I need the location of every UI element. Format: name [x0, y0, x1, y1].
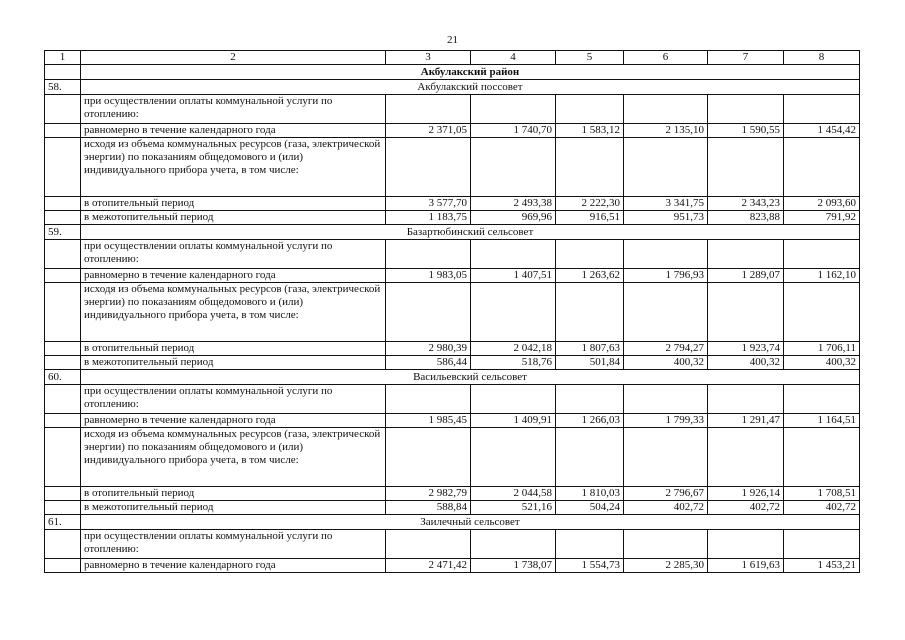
value-cell: [708, 385, 784, 414]
value-cell: [784, 385, 860, 414]
section-row: [45, 225, 860, 240]
value-cell: [708, 428, 784, 487]
value-cell: 823,88: [708, 211, 784, 225]
section-number: 58.: [45, 80, 81, 95]
value-cell: 1 985,45: [386, 414, 471, 428]
value-cell: [624, 240, 708, 269]
district-row: [45, 65, 860, 80]
value-cell: 1 454,42: [784, 124, 860, 138]
row-label: равномерно в течение календарного года: [81, 269, 386, 283]
value-cell: [471, 138, 556, 197]
row-label: равномерно в течение календарного года: [81, 559, 386, 573]
value-cell: 1 923,74: [708, 342, 784, 356]
value-cell: 518,76: [471, 356, 556, 370]
value-cell: [386, 385, 471, 414]
row-num-cell: [45, 342, 81, 356]
value-cell: [624, 530, 708, 559]
value-cell: 1 407,51: [471, 269, 556, 283]
row-label: при осуществлении оплаты коммунальной услуги по отоплению:: [81, 530, 386, 559]
value-cell: [784, 138, 860, 197]
value-cell: [386, 138, 471, 197]
value-cell: 2 982,79: [386, 487, 471, 501]
value-cell: [386, 240, 471, 269]
value-cell: 1 164,51: [784, 414, 860, 428]
value-cell: 588,84: [386, 501, 471, 515]
value-cell: 1 807,63: [556, 342, 624, 356]
value-cell: 2 222,30: [556, 197, 624, 211]
value-cell: 501,84: [556, 356, 624, 370]
value-cell: [624, 283, 708, 342]
value-cell: [708, 95, 784, 124]
row-label: при осуществлении оплаты коммунальной услуги по отоплению:: [81, 385, 386, 414]
district-title: Акбулакский район: [81, 65, 860, 80]
value-cell: [471, 240, 556, 269]
table-row: [45, 428, 860, 487]
value-cell: 1 738,07: [471, 559, 556, 573]
row-label: при осуществлении оплаты коммунальной услуги по отоплению:: [81, 240, 386, 269]
value-cell: 521,16: [471, 501, 556, 515]
row-num-cell: [45, 138, 81, 197]
value-cell: [624, 428, 708, 487]
value-cell: 504,24: [556, 501, 624, 515]
value-cell: 1 796,93: [624, 269, 708, 283]
value-cell: 3 341,75: [624, 197, 708, 211]
section-number: 61.: [45, 515, 81, 530]
value-cell: 2 044,58: [471, 487, 556, 501]
value-cell: 1 799,33: [624, 414, 708, 428]
value-cell: [471, 428, 556, 487]
value-cell: [386, 530, 471, 559]
section-name: Заилечный сельсовет: [81, 515, 860, 530]
row-label: в межотопительный период: [81, 501, 386, 515]
table-row: [45, 124, 860, 138]
table-row: [45, 95, 860, 124]
value-cell: 1 554,73: [556, 559, 624, 573]
value-cell: 1 183,75: [386, 211, 471, 225]
value-cell: 1 926,14: [708, 487, 784, 501]
row-num-cell: [45, 428, 81, 487]
value-cell: 951,73: [624, 211, 708, 225]
table-row: [45, 385, 860, 414]
value-cell: 1 289,07: [708, 269, 784, 283]
row-num-cell: [45, 356, 81, 370]
value-cell: 2 796,67: [624, 487, 708, 501]
row-label: при осуществлении оплаты коммунальной услуги по отоплению:: [81, 95, 386, 124]
value-cell: [556, 428, 624, 487]
section-name: Васильевский сельсовет: [81, 370, 860, 385]
value-cell: [784, 283, 860, 342]
value-cell: 1 708,51: [784, 487, 860, 501]
value-cell: 969,96: [471, 211, 556, 225]
value-cell: 586,44: [386, 356, 471, 370]
district-num-cell: [45, 65, 81, 80]
row-label: в отопительный период: [81, 197, 386, 211]
value-cell: [386, 428, 471, 487]
row-label: в отопительный период: [81, 487, 386, 501]
value-cell: 916,51: [556, 211, 624, 225]
row-num-cell: [45, 240, 81, 269]
table-row: [45, 559, 860, 573]
value-cell: [784, 240, 860, 269]
column-header: 4: [471, 51, 556, 65]
value-cell: 402,72: [624, 501, 708, 515]
value-cell: [624, 138, 708, 197]
value-cell: 400,32: [624, 356, 708, 370]
row-num-cell: [45, 501, 81, 515]
value-cell: 2 285,30: [624, 559, 708, 573]
value-cell: 2 042,18: [471, 342, 556, 356]
row-num-cell: [45, 487, 81, 501]
value-cell: 1 453,21: [784, 559, 860, 573]
value-cell: 400,32: [784, 356, 860, 370]
value-cell: 2 471,42: [386, 559, 471, 573]
value-cell: [624, 95, 708, 124]
value-cell: [784, 530, 860, 559]
value-cell: 2 135,10: [624, 124, 708, 138]
value-cell: [556, 95, 624, 124]
value-cell: 1 409,91: [471, 414, 556, 428]
section-row: [45, 515, 860, 530]
value-cell: [784, 428, 860, 487]
value-cell: 402,72: [708, 501, 784, 515]
section-name: Базартюбинский сельсовет: [81, 225, 860, 240]
value-cell: 2 371,05: [386, 124, 471, 138]
column-header: 5: [556, 51, 624, 65]
value-cell: 1 583,12: [556, 124, 624, 138]
section-row: [45, 80, 860, 95]
value-cell: 400,32: [708, 356, 784, 370]
tariff-table: [44, 50, 860, 573]
row-num-cell: [45, 95, 81, 124]
value-cell: 2 980,39: [386, 342, 471, 356]
row-label: в межотопительный период: [81, 211, 386, 225]
table-row: [45, 342, 860, 356]
value-cell: 791,92: [784, 211, 860, 225]
table-row: [45, 211, 860, 225]
row-num-cell: [45, 124, 81, 138]
value-cell: 1 162,10: [784, 269, 860, 283]
value-cell: [556, 385, 624, 414]
value-cell: [386, 283, 471, 342]
row-num-cell: [45, 559, 81, 573]
value-cell: 2 794,27: [624, 342, 708, 356]
value-cell: 1 590,55: [708, 124, 784, 138]
value-cell: [784, 95, 860, 124]
table-row: [45, 283, 860, 342]
value-cell: [386, 95, 471, 124]
page-number: 21: [447, 34, 458, 46]
value-cell: [471, 283, 556, 342]
value-cell: [624, 385, 708, 414]
section-number: 60.: [45, 370, 81, 385]
row-num-cell: [45, 414, 81, 428]
table-row: [45, 138, 860, 197]
value-cell: [708, 138, 784, 197]
value-cell: [471, 385, 556, 414]
value-cell: 1 263,62: [556, 269, 624, 283]
row-num-cell: [45, 197, 81, 211]
value-cell: 1 706,11: [784, 342, 860, 356]
table-row: [45, 487, 860, 501]
column-header: 3: [386, 51, 471, 65]
table-row: [45, 501, 860, 515]
value-cell: 1 266,03: [556, 414, 624, 428]
row-label: в отопительный период: [81, 342, 386, 356]
table-row: [45, 530, 860, 559]
row-num-cell: [45, 283, 81, 342]
row-label: исходя из объема коммунальных ресурсов (газа, электрической энергии) по показаниям общедомового и (или) индивидуального прибора учета, в том числе:: [81, 283, 386, 342]
value-cell: 2 493,38: [471, 197, 556, 211]
section-name: Акбулакский поссовет: [81, 80, 860, 95]
header-row: [45, 51, 860, 65]
row-num-cell: [45, 385, 81, 414]
table-row: [45, 269, 860, 283]
row-num-cell: [45, 269, 81, 283]
value-cell: 1 619,63: [708, 559, 784, 573]
value-cell: 1 810,03: [556, 487, 624, 501]
table-row: [45, 356, 860, 370]
row-label: равномерно в течение календарного года: [81, 414, 386, 428]
row-label: исходя из объема коммунальных ресурсов (газа, электрической энергии) по показаниям общедомового и (или) индивидуального прибора учета, в том числе:: [81, 138, 386, 197]
value-cell: [708, 240, 784, 269]
row-label: равномерно в течение календарного года: [81, 124, 386, 138]
value-cell: 1 740,70: [471, 124, 556, 138]
row-label: исходя из объема коммунальных ресурсов (газа, электрической энергии) по показаниям общедомового и (или) индивидуального прибора учета, в том числе:: [81, 428, 386, 487]
value-cell: 3 577,70: [386, 197, 471, 211]
row-num-cell: [45, 530, 81, 559]
table-row: [45, 414, 860, 428]
row-num-cell: [45, 211, 81, 225]
column-header: 1: [45, 51, 81, 65]
table-row: [45, 197, 860, 211]
value-cell: [556, 240, 624, 269]
value-cell: [556, 138, 624, 197]
value-cell: [471, 530, 556, 559]
value-cell: [556, 283, 624, 342]
column-header: 7: [708, 51, 784, 65]
value-cell: 2 343,23: [708, 197, 784, 211]
section-row: [45, 370, 860, 385]
value-cell: 402,72: [784, 501, 860, 515]
value-cell: 1 291,47: [708, 414, 784, 428]
value-cell: 1 983,05: [386, 269, 471, 283]
column-header: 8: [784, 51, 860, 65]
section-number: 59.: [45, 225, 81, 240]
value-cell: [708, 530, 784, 559]
value-cell: 2 093,60: [784, 197, 860, 211]
table-row: [45, 240, 860, 269]
row-label: в межотопительный период: [81, 356, 386, 370]
column-header: 2: [81, 51, 386, 65]
column-header: 6: [624, 51, 708, 65]
value-cell: [708, 283, 784, 342]
value-cell: [556, 530, 624, 559]
value-cell: [471, 95, 556, 124]
